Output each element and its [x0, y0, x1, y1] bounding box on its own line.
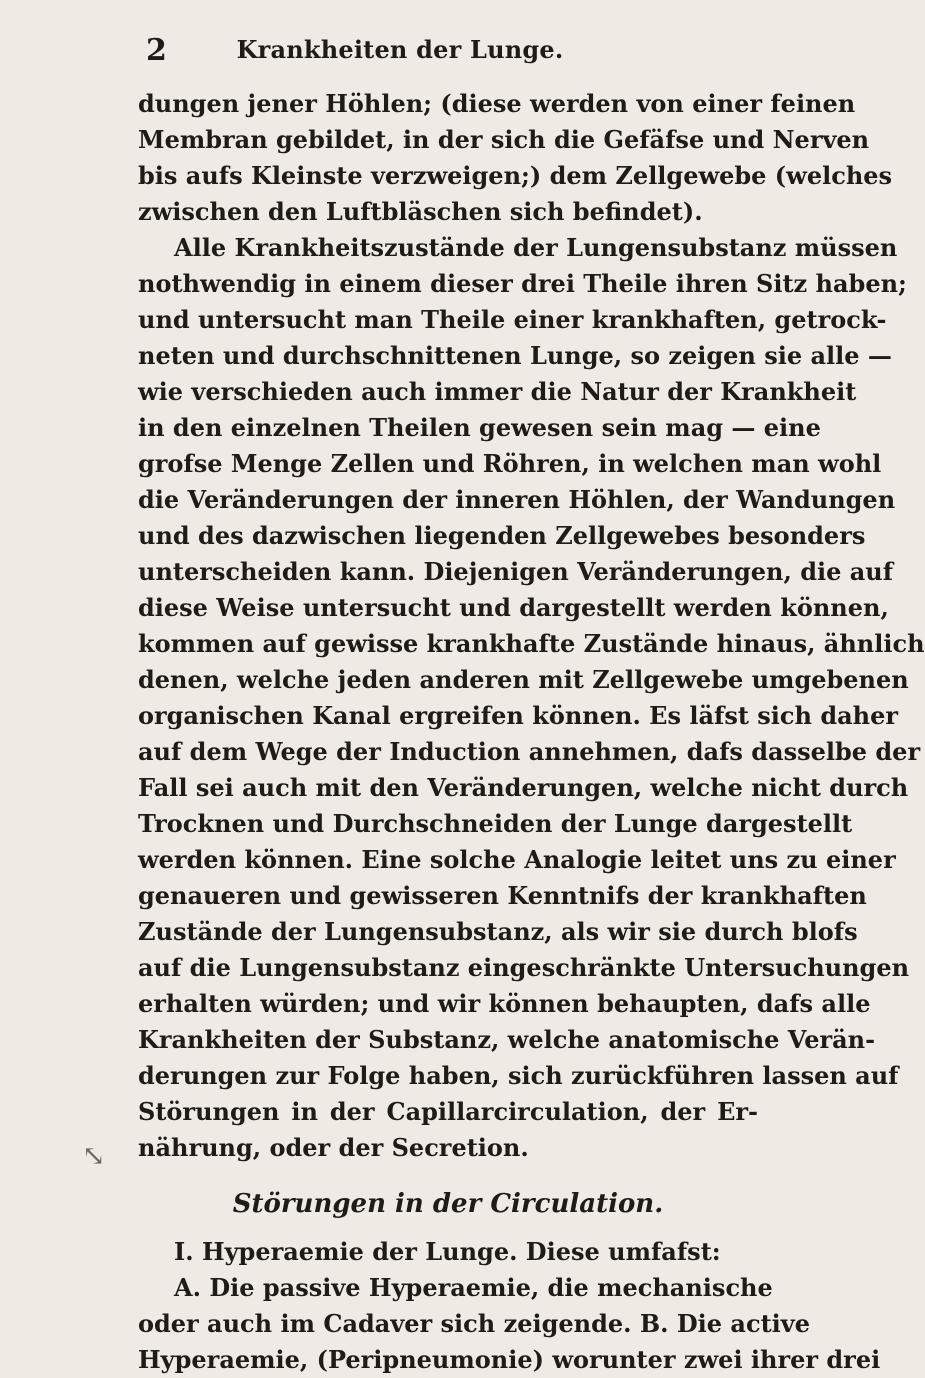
text-line: Störungen in der Capillarcirculation, der Er- — [138, 1097, 758, 1126]
text-line: kommen auf gewisse krankhafte Zustände hinaus, ähnlich — [138, 629, 925, 658]
text-line: Hyperaemie, (Peripneumonie) worunter zwei ihrer drei — [138, 1345, 881, 1374]
text-line: Fall sei auch mit den Veränderungen, welche nicht durch — [138, 773, 909, 802]
text-line: Membran gebildet, in der sich die Gefäfse und Nerven — [138, 125, 870, 154]
body-text — [138, 86, 925, 1378]
text-line: und untersucht man Theile einer krankhaften, getrock- — [138, 305, 887, 334]
text-line: wie verschieden auch immer die Natur der Krankheit — [138, 377, 857, 406]
text-line: denen, welche jeden anderen mit Zellgewebe umgebenen — [138, 665, 909, 694]
text-line: erhalten würden; und wir können behaupten, dafs alle — [138, 989, 871, 1018]
text-line: nährung, oder der Secretion. — [138, 1133, 529, 1162]
text-line: auf dem Wege der Induction annehmen, dafs dasselbe der — [138, 737, 921, 766]
text-line: zwischen den Luftbläschen sich befindet). — [138, 197, 703, 226]
section-heading: Störungen in der Circulation. — [232, 1189, 664, 1219]
text-line: Zustände der Lungensubstanz, als wir sie durch blofs — [138, 917, 858, 946]
text-line: diese Weise untersucht und dargestellt werden können, — [138, 593, 889, 622]
text-line: auf die Lungensubstanz eingeschränkte Untersuchungen — [138, 953, 910, 982]
page-number: 2 — [146, 33, 167, 68]
text-line: grofse Menge Zellen und Röhren, in welchen man wohl — [138, 449, 882, 478]
text-line: Trocknen und Durchschneiden der Lunge dargestellt — [138, 809, 853, 838]
text-line: oder auch im Cadaver sich zeigende. B. Die active — [138, 1309, 810, 1338]
text-line: I. Hyperaemie der Lunge. Diese umfafst: — [174, 1237, 721, 1266]
text-line: Alle Krankheitszustände der Lungensubstanz müssen — [174, 233, 898, 262]
text-line: die Veränderungen der inneren Höhlen, der Wandungen — [138, 485, 896, 514]
running-title: Krankheiten der Lunge. — [236, 35, 564, 64]
text-line: dungen jener Höhlen; (diese werden von einer feinen — [138, 89, 856, 118]
text-line: unterscheiden kann. Diejenigen Veränderungen, die auf — [138, 557, 894, 586]
text-line: werden können. Eine solche Analogie leitet uns zu einer — [138, 845, 896, 874]
text-line: und des dazwischen liegenden Zellgewebes besonders — [138, 521, 866, 550]
text-line: A. Die passive Hyperaemie, die mechanische — [174, 1273, 773, 1302]
text-line: neten und durchschnittenen Lunge, so zeigen sie alle — — [138, 341, 892, 370]
text-line: bis aufs Kleinste verzweigen;) dem Zellgewebe (welches — [138, 161, 893, 190]
text-line: organischen Kanal ergreifen können. Es läfst sich daher — [138, 701, 899, 730]
text-line: Krankheiten der Substanz, welche anatomische Verän- — [138, 1025, 876, 1054]
text-line: in den einzelnen Theilen gewesen sein mag — eine — [138, 413, 821, 442]
text-line: nothwendig in einem dieser drei Theile ihren Sitz haben; — [138, 269, 907, 298]
text-line: genaueren und gewisseren Kenntnifs der krankhaften — [138, 881, 867, 910]
text-line: derungen zur Folge haben, sich zurückführen lassen auf — [138, 1061, 899, 1090]
margin-mark-icon: ⤡ — [82, 1139, 106, 1172]
